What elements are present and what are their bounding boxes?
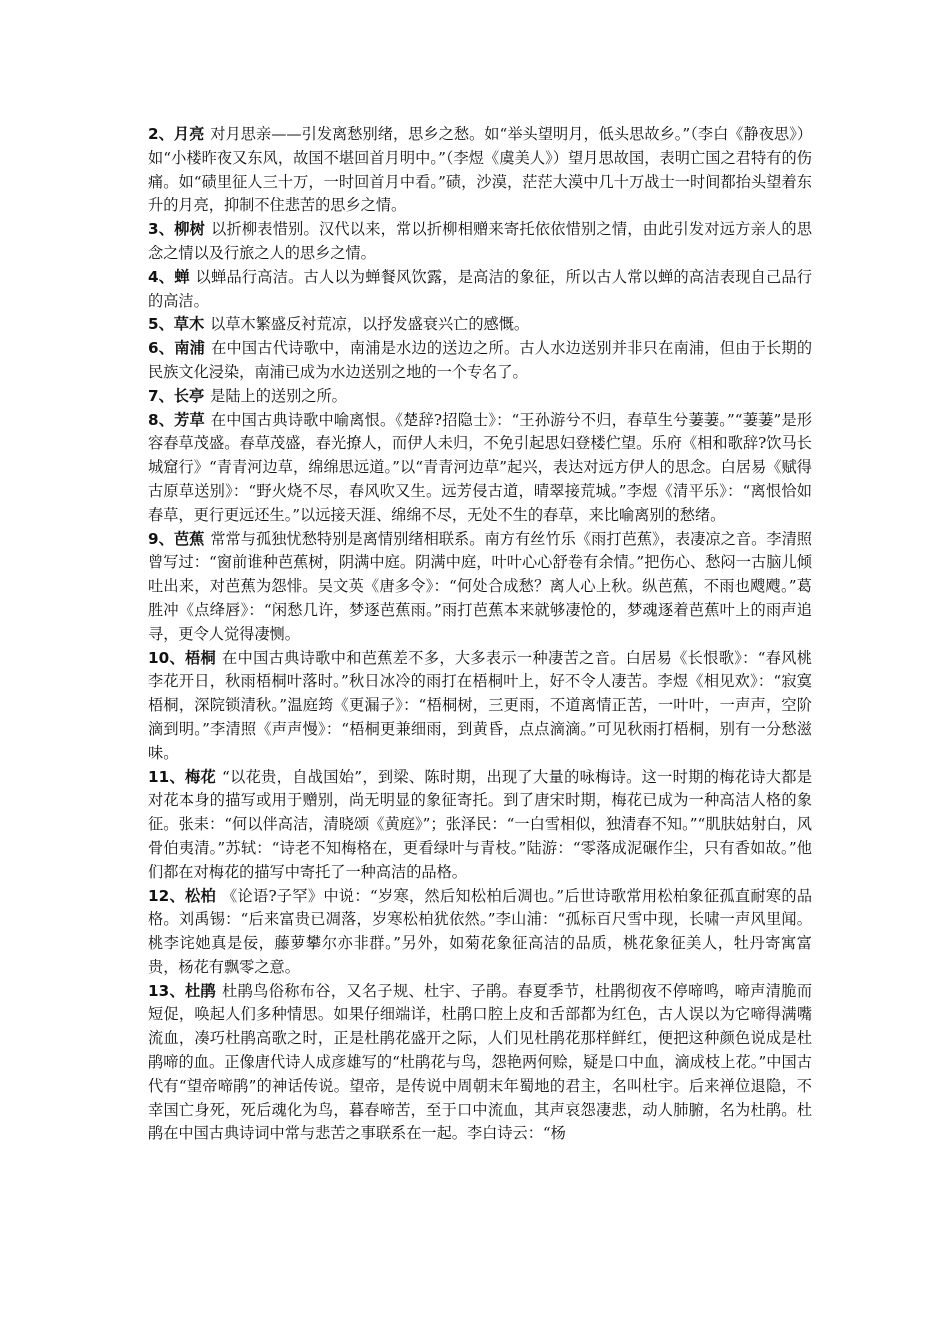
entry-number: 6、 — [148, 339, 175, 358]
entry-term: 蝉 — [174, 267, 190, 286]
entry-number: 11、 — [148, 767, 185, 786]
entry-changting — [148, 385, 812, 409]
entry-text: 在中国古典诗歌中和芭蕉差不多，大多表示一种凄苦之音。白居易《长恨歌》：“春风桃李花开日，秋雨梧桐叶落时。”秋日冰冷的雨打在梧桐叶上，好不令人凄苦。李煜《相见欢》：“寂寞梧桐，深院锁清秋。”温庭筠《更漏子》：“梧桐树，三更雨，不道离情正苦，一叶叶，一声声，空阶滴到明。”李清照《声声慢》：“梧桐更兼细雨，到黄昏，点点滴滴。”可见秋雨打梧桐，别有一分愁滋味。 — [148, 648, 813, 762]
entry-term: 松柏 — [184, 886, 216, 905]
entry-liushu — [148, 218, 812, 266]
entry-term: 芳草 — [174, 410, 205, 429]
entry-number: 8、 — [148, 410, 175, 429]
entry-text: 杜鹃鸟俗称布谷，又名子规、杜宇、子鹃。春夏季节，杜鹃彻夜不停啼鸣，啼声清脆而短促，唤起人们多种情思。如果仔细端详，杜鹃口腔上皮和舌部都为红色，古人误以为它啼得满嘴流血，凑巧杜鹃高歌之时，正是杜鹃花盛开之际，人们见杜鹃花那样鲜红，便把这种颜色说成是杜鹃啼的血。正像唐代诗人成彦雄写的“杜鹃花与鸟，怨艳两何赊，疑是口中血，滴成枝上花。”中国古代有“望帝啼鹃”的神话传说。望帝，是传说中周朝末年蜀地的君主，名叫杜宇。后来禅位退隐，不幸国亡身死，死后魂化为鸟，暮春啼苦，至于口中流血，其声哀怨凄悲，动人肺腑，名为杜鹃。杜鹃在中国古典诗词中常与悲苦之事联系在一起。李白诗云：“杨 — [148, 981, 813, 1143]
entry-number: 7、 — [148, 386, 174, 405]
entry-text: “以花贵，自战国始”，到梁、陈时期，出现了大量的咏梅诗。这一时期的梅花诗大都是对花本身的描写或用于赠别，尚无明显的象征寄托。到了唐宋时期，梅花已成为一种高洁人格的象征。张耒：“何以伴高洁，清晓颂《黄庭》”；张泽民：“一白雪相似，独清春不知。”“肌肤姑射白，风骨伯夷清。”苏轼：“诗老不知梅格在，更看绿叶与青枝。”陆游：“零落成泥碾作尘，只有香如故。”他们都在对梅花的描写中寄托了一种高洁的品格。 — [148, 767, 813, 881]
entry-text: 以蝉品行高洁。古人以为蝉餐风饮露，是高洁的象征，所以古人常以蝉的高洁表现自己品行的高洁。 — [148, 267, 813, 310]
entry-number: 12、 — [148, 886, 185, 905]
entry-dujuan — [148, 980, 812, 1147]
entry-chan — [148, 266, 812, 314]
entry-text: 在中国古代诗歌中，南浦是水边的送边之所。古人水边送别并非只在南浦，但由于长期的民族文化浸染，南浦已成为水边送别之地的一个专名了。 — [148, 339, 813, 381]
entry-term: 杜鹃 — [185, 981, 217, 1000]
entry-term: 梧桐 — [185, 648, 217, 667]
entry-term: 月亮 — [173, 125, 205, 143]
entry-term: 柳树 — [174, 220, 206, 239]
entry-bajiao — [148, 528, 812, 647]
entry-text: 是陆上的送别之所。 — [210, 386, 347, 405]
entry-songbai — [148, 885, 812, 980]
entry-number: 9、 — [148, 529, 174, 548]
entry-term: 梅花 — [184, 767, 217, 786]
entry-text: 以草木繁盛反衬荒凉，以抒发盛衰兴亡的感慨。 — [210, 315, 530, 334]
entry-number: 10、 — [148, 648, 185, 667]
entry-text: 在中国古典诗歌中喻离恨。《楚辞?招隐士》：“王孙游兮不归，春草生兮萋萋。”“萋萋”是形容春草茂盛。春草茂盛，春光撩人，而伊人未归，不免引起思妇登楼伫望。乐府《相和歌辞?饮马长城窟行》“青青河边草，绵绵思远道。”以“青青河边草”起兴，表达对远方伊人的思念。白居易《赋得古原草送别》：“野火烧不尽，春风吹又生。远芳侵古道，晴翠接荒城。”李煜《清平乐》：“离恨恰如春草，更行更远还生。”以远接天涯、绵绵不尽，无处不生的春草，来比喻离别的愁绪。 — [148, 410, 813, 524]
entry-number: 5、 — [148, 315, 174, 334]
entry-text: 对月思亲——引发离愁别绪，思乡之愁。如“举头望明月，低头思故乡。”（李白《静夜思》）如“小楼昨夜又东风，故国不堪回首月明中。”（李煜《虞美人》）望月思故国，表明亡国之君特有的伤痛。如“碛里征人三十万，一时回首月中看。”碛，沙漠，茫茫大漠中几十万战士一时间都抬头望着东升的月亮，抑制不住悲苦的思乡之情。 — [148, 125, 813, 215]
entry-meihua — [148, 766, 812, 885]
entry-fangcao — [148, 409, 812, 528]
entry-term: 南浦 — [174, 339, 206, 358]
document-body — [148, 123, 812, 1146]
entry-text: 常常与孤独忧愁特别是离情别绪相联系。南方有丝竹乐《雨打芭蕉》，表凄凉之音。李清照曾写过：“窗前谁种芭蕉树，阴满中庭。阴满中庭，叶叶心心舒卷有余情。”把伤心、愁闷一古脑儿倾吐出来，对芭蕉为怨悱。吴文英《唐多令》：“何处合成愁？离人心上秋。纵芭蕉，不雨也飕飕。”葛胜冲《点绛唇》：“闲愁几许，梦逐芭蕉雨。”雨打芭蕉本来就够凄怆的，梦魂逐着芭蕉叶上的雨声追寻，更令人觉得凄恻。 — [148, 529, 812, 643]
entry-nanpu — [148, 337, 812, 385]
entry-number: 13、 — [148, 981, 186, 1000]
entry-wutong — [148, 647, 812, 766]
entry-text: 《论语?子罕》中说：“岁寒，然后知松柏后凋也。”后世诗歌常用松柏象征孤直耐寒的品格。刘禹锡：“后来富贵已凋落，岁寒松柏犹依然。”李山浦：“孤标百尺雪中现，长啸一声风里闻。桃李诧她真是佞，藤萝攀尔亦非群。”另外，如菊花象征高洁的品质，桃花象征美人，牡丹寄寓富贵，杨花有飘零之意。 — [148, 886, 813, 976]
entry-yueliang — [148, 123, 812, 218]
entry-number: 4、 — [148, 267, 175, 286]
entry-number: 2、 — [148, 125, 174, 143]
entry-text: 以折柳表惜别。汉代以来，常以折柳相赠来寄托依依惜别之情，由此引发对远方亲人的思念之情以及行旅之人的思乡之情。 — [148, 220, 813, 262]
entry-number: 3、 — [148, 220, 175, 239]
entry-term: 长亭 — [173, 386, 205, 405]
entry-caomu — [148, 313, 812, 337]
entry-term: 草木 — [173, 315, 205, 334]
entry-term: 芭蕉 — [173, 529, 205, 548]
